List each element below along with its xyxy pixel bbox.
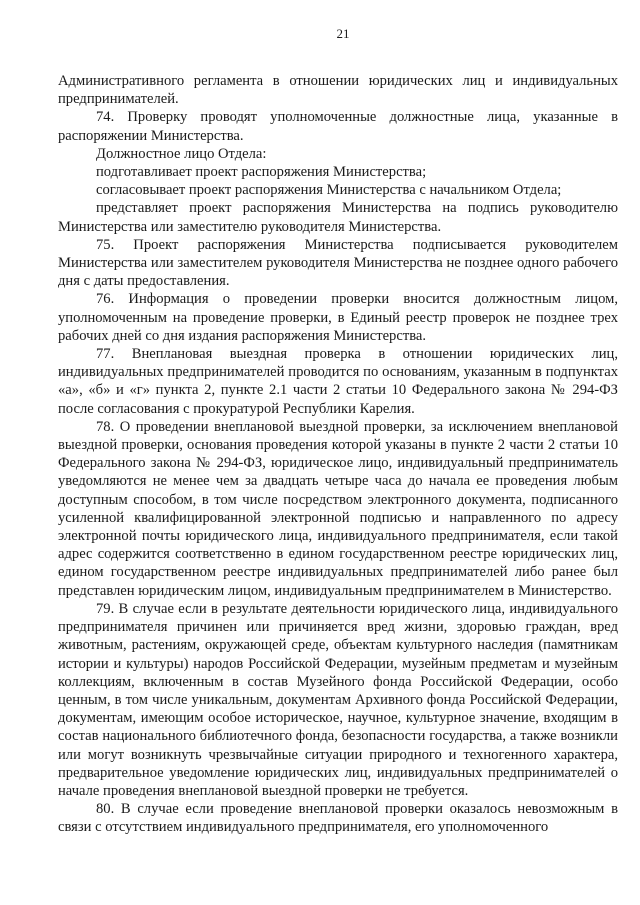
- paragraph-duty-submit: представляет проект распоряжения Министерства на подпись руководителю Министерства или заместителю руководителя Министерства.: [58, 200, 618, 235]
- paragraph-76: 76. Информация о проведении проверки вносится должностным лицом, уполномоченным на проведение проверки, в Единый реестр проверок не позднее трех рабочих дней со дня издания распоряжения Министерства.: [58, 291, 618, 344]
- paragraph-79: 79. В случае если в результате деятельности юридического лица, индивидуального предпринимателя причинен или причиняется вред жизни, здоровью граждан, вред животным, растениям, окружающей среде, объектам культурного наследия (памятникам истории и культуры) народов Российской Федерации, музейным предметам и музейным коллекциям, включенным в состав Музейного фонда Российской Федерации, особо ценным, в том числе уникальным, документам Архивного фонда Российской Федерации, документам, имеющим особое историческое, научное, культурное значение, входящим в состав национального библиотечного фонда, безопасности государства, а также возникли или могут возникнуть чрезвычайные ситуации природного и техногенного характера, предварительное уведомление юридических лиц, индивидуальных предпринимателей о начале проведения внеплановой выездной проверки не требуется.: [58, 600, 618, 799]
- paragraph-80: 80. В случае если проведение внеплановой проверки оказалось невозможным в связи с отсутствием индивидуального предпринимателя, его уполномоченного: [58, 801, 618, 836]
- paragraph-duty-prepare: подготавливает проект распоряжения Министерства;: [96, 164, 427, 181]
- paragraph-official-heading: Должностное лицо Отдела:: [96, 145, 267, 162]
- paragraph-77: 77. Внеплановая выездная проверка в отношении юридических лиц, индивидуальных предпринимателей проводится по основаниям, указанным в подпунктах «а», «б» и «г» пункта 2, пункте 2.1 части 2 статьи 10 Федерального закона № 294-ФЗ после согласования с прокуратурой Республики Карелия.: [58, 346, 618, 417]
- paragraph-74: 74. Проверку проводят уполномоченные должностные лица, указанные в распоряжении Министерства.: [58, 109, 618, 144]
- page-number: 21: [336, 26, 350, 41]
- paragraph-78: 78. О проведении внеплановой выездной проверки, за исключением внеплановой выездной проверки, основания проведения которой указаны в пункте 2 части 2 статьи 10 Федерального закона № 294-ФЗ, юридическое лицо, индивидуальный предприниматель уведомляются не менее чем за двадцать четыре часа до начала ее проведения любым доступным способом, в том числе посредством электронного документа, подписанного усиленной квалифицированной электронной подписью и направленного по адресу электронной почты юридического лица, индивидуального предпринимателя, если такой адрес содержится соответственно в едином государственном реестре юридических лиц, едином государственном реестре индивидуальных предпринимателей либо ранее был представлен юридическим лицом, индивидуальным предпринимателем в Министерство.: [58, 418, 618, 599]
- paragraph-75: 75. Проект распоряжения Министерства подписывается руководителем Министерства или заместителем руководителя Министерства не позднее одного рабочего дня с даты предоставления.: [58, 236, 618, 290]
- paragraph-continuation: Административного регламента в отношении юридических лиц и индивидуальных предпринимателей.: [58, 73, 618, 108]
- paragraph-duty-agree: согласовывает проект распоряжения Министерства с начальником Отдела;: [96, 182, 562, 199]
- document-body: [58, 72, 618, 837]
